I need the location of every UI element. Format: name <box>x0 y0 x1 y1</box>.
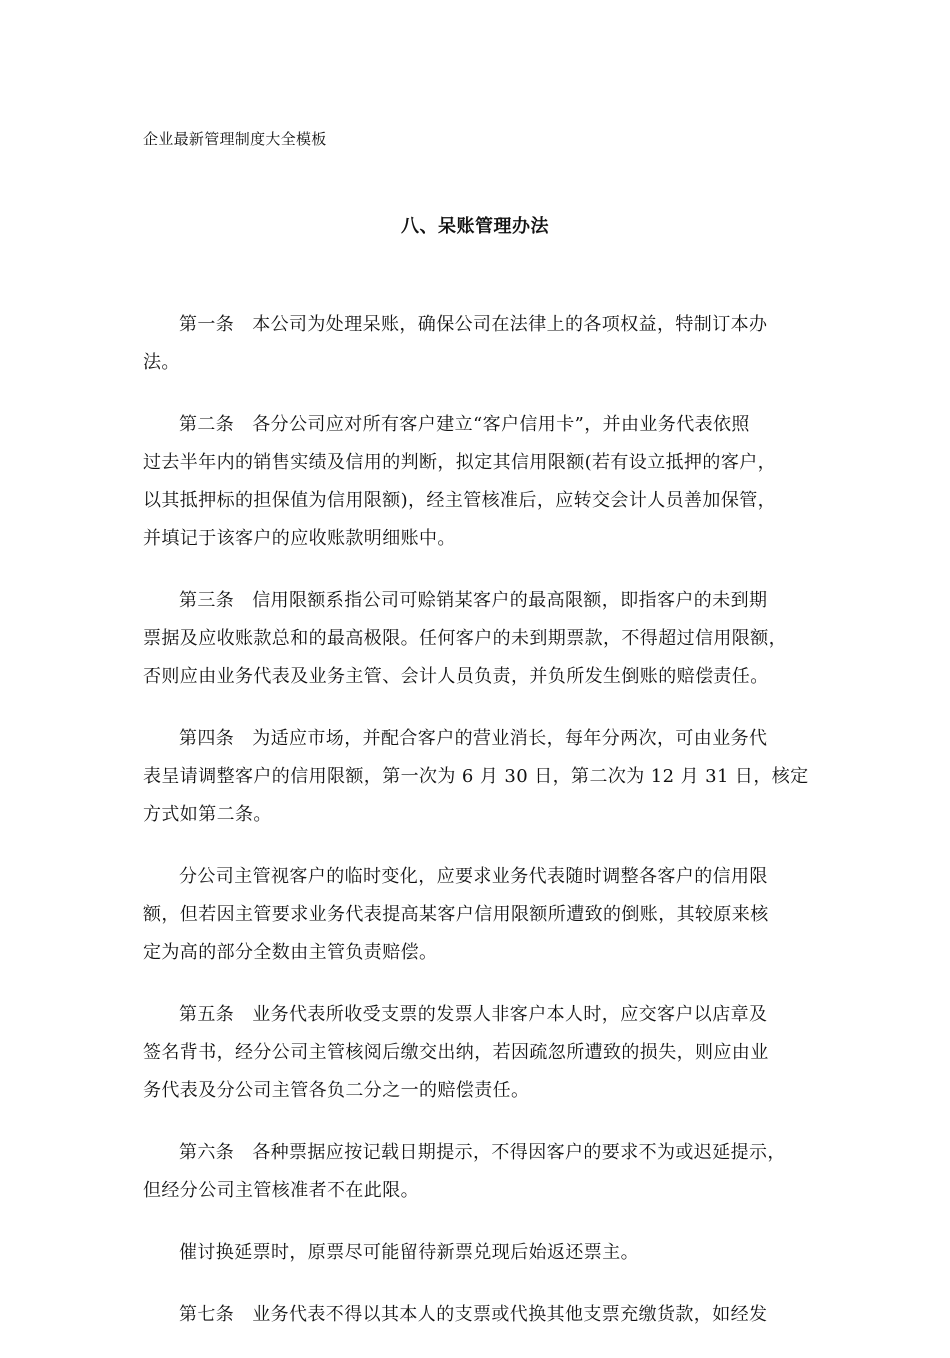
paragraph-line: 第四条 为适应市场，并配合客户的营业消长，每年分两次，可由业务代 <box>143 720 821 758</box>
document-title: 八、呆账管理办法 <box>401 216 549 237</box>
paragraph-line: 额，但若因主管要求业务代表提高某客户信用限额所遭致的倒账，其较原来核 <box>143 904 769 925</box>
article-number: 第二条 <box>179 414 235 435</box>
article-number: 第一条 <box>179 314 235 335</box>
paragraph-line: 务代表及分公司主管各负二分之一的赔偿责任。 <box>143 1080 530 1101</box>
paragraph-line: 表呈请调整客户的信用限额，第一次为 6 月 30 日，第二次为 12 月 31 日，核定 <box>143 766 809 787</box>
paragraph-line: 方式如第二条。 <box>143 804 272 825</box>
paragraph-line: 第三条 信用限额系指公司可赊销某客户的最高限额，即指客户的未到期 <box>143 582 821 620</box>
paragraph-line: 第六条 各种票据应按记载日期提示，不得因客户的要求不为或迟延提示， <box>143 1134 821 1172</box>
paragraph-line: 并填记于该客户的应收账款明细账中。 <box>143 528 456 549</box>
paragraph-line: 第一条 本公司为处理呆账，确保公司在法律上的各项权益，特制订本办 <box>143 306 821 344</box>
paragraph-article-6-supplement <box>143 1234 821 1272</box>
paragraph-article-3 <box>143 582 821 696</box>
paragraph-line: 法。 <box>143 352 180 373</box>
paragraph-line: 过去半年内的销售实绩及信用的判断，拟定其信用限额(若有设立抵押的客户， <box>143 452 777 473</box>
paragraph-article-2 <box>143 406 821 558</box>
paragraph-line: 签名背书，经分公司主管核阅后缴交出纳，若因疏忽所遭致的损失，则应由业 <box>143 1042 769 1063</box>
paragraph-article-7 <box>143 1296 821 1334</box>
article-number: 第七条 <box>179 1304 235 1325</box>
paragraph-line: 以其抵押标的担保值为信用限额)，经主管核准后，应转交会计人员善加保管， <box>143 490 777 511</box>
article-number: 第五条 <box>179 1004 235 1025</box>
paragraph-article-4 <box>143 720 821 834</box>
article-number: 第六条 <box>179 1142 235 1163</box>
paragraph-article-5 <box>143 996 821 1110</box>
paragraph-article-6 <box>143 1134 821 1210</box>
paragraph-line: 第七条 业务代表不得以其本人的支票或代换其他支票充缴货款，如经发 <box>143 1296 821 1334</box>
paragraph-line: 分公司主管视客户的临时变化，应要求业务代表随时调整各客户的信用限 <box>179 866 768 887</box>
article-number: 第四条 <box>179 728 235 749</box>
paragraph-line: 第二条 各分公司应对所有客户建立“客户信用卡”，并由业务代表依照 <box>143 406 821 444</box>
paragraph-line: 否则应由业务代表及业务主管、会计人员负责，并负所发生倒账的赔偿责任。 <box>143 666 769 687</box>
paragraph-line: 定为高的部分全数由主管负责赔偿。 <box>143 942 438 963</box>
document-body <box>143 306 821 1358</box>
paragraph-line: 第五条 业务代表所收受支票的发票人非客户本人时，应交客户以店章及 <box>143 996 821 1034</box>
paragraph-article-4-supplement <box>143 858 821 972</box>
article-number: 第三条 <box>179 590 235 611</box>
paragraph-line: 催讨换延票时，原票尽可能留待新票兑现后始返还票主。 <box>179 1242 639 1263</box>
paragraph-line: 但经分公司主管核准者不在此限。 <box>143 1180 419 1201</box>
document-header: 企业最新管理制度大全模板 <box>143 130 327 148</box>
paragraph-line: 票据及应收账款总和的最高极限。任何客户的未到期票款，不得超过信用限额， <box>143 628 787 649</box>
paragraph-article-1 <box>143 306 821 382</box>
